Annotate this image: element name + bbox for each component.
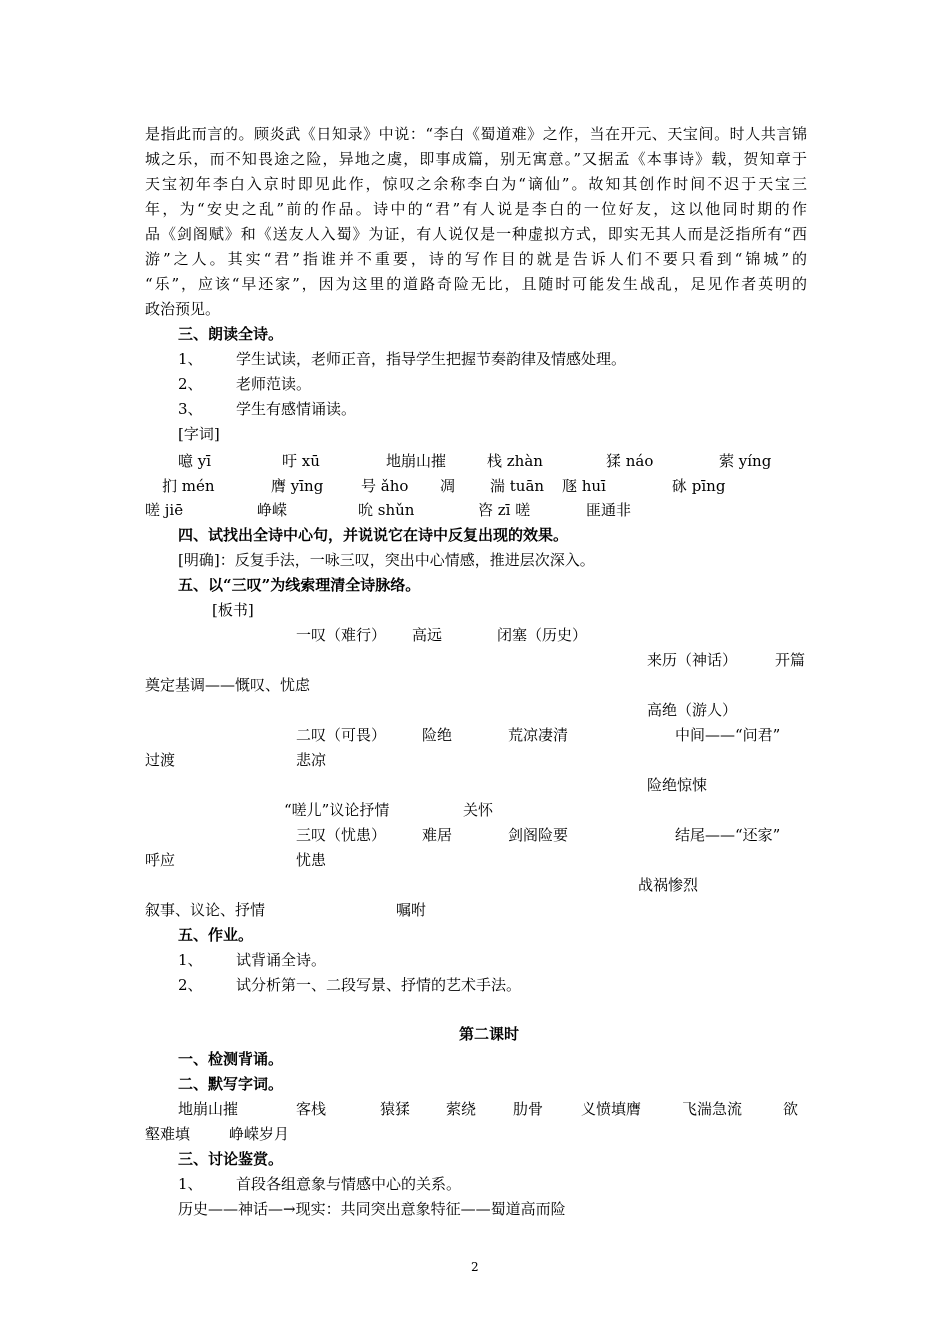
lesson-title: 第二课时: [459, 1025, 520, 1043]
list-item: 首段各组意象与情感中心的关系。: [236, 1175, 462, 1193]
vocab-word: 猱 náo: [606, 452, 654, 470]
board-text: 忧患: [296, 851, 327, 869]
paragraph-line: 城之乐，而不知畏途之险，异地之虞，即事成篇，别无寓意。”又据孟《本事诗》载，贺知章于: [145, 150, 807, 168]
dictation-word: 义愤填膺: [581, 1100, 642, 1118]
vocab-word: 萦 yíng: [719, 452, 772, 470]
board-text: 一叹（难行）: [296, 626, 387, 644]
paragraph-line: 游”之人。其实“君”指谁并不重要，诗的写作目的就是告诉人们不要只看到“锦城”的: [145, 250, 807, 268]
section-heading: 五、作业。: [178, 926, 254, 944]
board-text: 险绝惊悚: [647, 776, 708, 794]
list-number: 3、: [178, 400, 203, 418]
dictation-word: 萦绕: [446, 1100, 477, 1118]
vocab-word: 栈 zhàn: [487, 452, 543, 470]
vocab-word: 峥嵘: [257, 501, 288, 519]
vocab-word: 地崩山摧: [386, 452, 447, 470]
board-text: 二叹（可畏）: [296, 726, 387, 744]
flow-text: 历史——神话—→现实：共同突出意象特征——蜀道高而险: [178, 1200, 566, 1218]
vocab-word: 扪 mén: [162, 477, 215, 495]
paragraph-line: 政治预见。: [145, 300, 221, 318]
board-text: 高远: [412, 626, 443, 644]
vocab-word: 吁 xū: [282, 452, 320, 470]
board-text: 战祸惨烈: [638, 876, 699, 894]
section-heading: 一、检测背诵。: [178, 1050, 284, 1068]
vocab-label: [字词]: [178, 425, 220, 443]
list-number: 2、: [178, 375, 203, 393]
vocab-word: 豗 huī: [562, 477, 606, 495]
board-text: 中间——“问君”: [675, 726, 781, 744]
section-heading: 三、讨论鉴赏。: [178, 1150, 284, 1168]
board-label: [板书]: [212, 601, 254, 619]
dictation-word: 峥嵘岁月: [229, 1125, 290, 1143]
dictation-word: 欲: [783, 1100, 799, 1118]
board-text: 关怀: [463, 801, 494, 819]
board-text: 三叹（忧患）: [296, 826, 387, 844]
vocab-word: 噫 yī: [178, 452, 212, 470]
board-text: 来历（神话）: [647, 651, 738, 669]
list-number: 1、: [178, 350, 203, 368]
board-text: 呼应: [145, 851, 176, 869]
vocab-word: 号 ǎho: [361, 477, 409, 495]
board-text: 荒凉凄清: [508, 726, 569, 744]
list-item: 学生试读，老师正音，指导学生把握节奏韵律及情感处理。: [236, 350, 627, 368]
section-heading: 四、试找出全诗中心句，并说说它在诗中反复出现的效果。: [178, 526, 569, 544]
board-text: 难居: [422, 826, 453, 844]
board-text: 开篇: [775, 651, 806, 669]
board-text: 剑阁险要: [508, 826, 569, 844]
dictation-word: 猿猱: [380, 1100, 411, 1118]
paragraph-line: 品《剑阁赋》和《送友人入蜀》为证，有人说仅是一种虚拟方式，即实无其人而是泛指所有“西: [145, 225, 807, 243]
list-item: 试背诵全诗。: [236, 951, 327, 969]
vocab-word: 匪通非: [586, 501, 632, 519]
paragraph-line: “乐”，应该“早还家”，因为这里的道路奇险无比，且随时可能发生战乱，足见作者英明的: [145, 275, 807, 293]
section-heading: 五、以“三叹”为线索理清全诗脉络。: [178, 576, 421, 594]
board-text: 悲凉: [296, 751, 327, 769]
list-item: 老师范读。: [236, 375, 312, 393]
vocab-word: 吮 shǔn: [358, 501, 415, 519]
list-item: 学生有感情诵读。: [236, 400, 357, 418]
vocab-word: 凋: [440, 477, 456, 495]
list-number: 1、: [178, 951, 203, 969]
dictation-word: 客栈: [296, 1100, 327, 1118]
vocab-word: 嗟 jiē: [145, 501, 184, 519]
board-text: 过渡: [145, 751, 176, 769]
vocab-word: 咨 zī 嗟: [478, 501, 531, 519]
paragraph-line: 是指此而言的。顾炎武《日知录》中说：“李白《蜀道难》之作，当在开元、天宝间。时人共言锦: [145, 125, 807, 143]
dictation-word: 肋骨: [513, 1100, 544, 1118]
vocab-word: 湍 tuān: [490, 477, 545, 495]
list-number: 2、: [178, 976, 203, 994]
board-text: 奠定基调——慨叹、忧虑: [145, 676, 311, 694]
section-heading: 二、默写字词。: [178, 1075, 284, 1093]
board-text: “嗟儿”议论抒情: [284, 801, 390, 819]
board-text: 结尾——“还家”: [675, 826, 781, 844]
board-text: 高绝（游人）: [647, 701, 738, 719]
dictation-word: 壑难填: [145, 1125, 191, 1143]
vocab-word: 膺 yīng: [271, 477, 324, 495]
dictation-word: 地崩山摧: [178, 1100, 239, 1118]
board-text: 险绝: [422, 726, 453, 744]
list-number: 1、: [178, 1175, 203, 1193]
board-text: 嘱咐: [396, 901, 427, 919]
section-heading: 三、朗读全诗。: [178, 325, 284, 343]
page-number: 2: [471, 1260, 479, 1274]
vocab-word: 砯 pīng: [672, 477, 726, 495]
paragraph-line: 天宝初年李白入京时即见此作，惊叹之余称李白为“谪仙”。故知其创作时间不迟于天宝三: [145, 175, 807, 193]
paragraph-line: 年，为“安史之乱”前的作品。诗中的“君”有人说是李白的一位好友，这以他同时期的作: [145, 200, 807, 218]
board-text: 叙事、议论、抒情: [145, 901, 266, 919]
list-item: 试分析第一、二段写景、抒情的艺术手法。: [236, 976, 522, 994]
dictation-word: 飞湍急流: [682, 1100, 743, 1118]
answer-text: [明确]：反复手法，一咏三叹，突出中心情感，推进层次深入。: [178, 551, 595, 569]
board-text: 闭塞（历史）: [497, 626, 588, 644]
